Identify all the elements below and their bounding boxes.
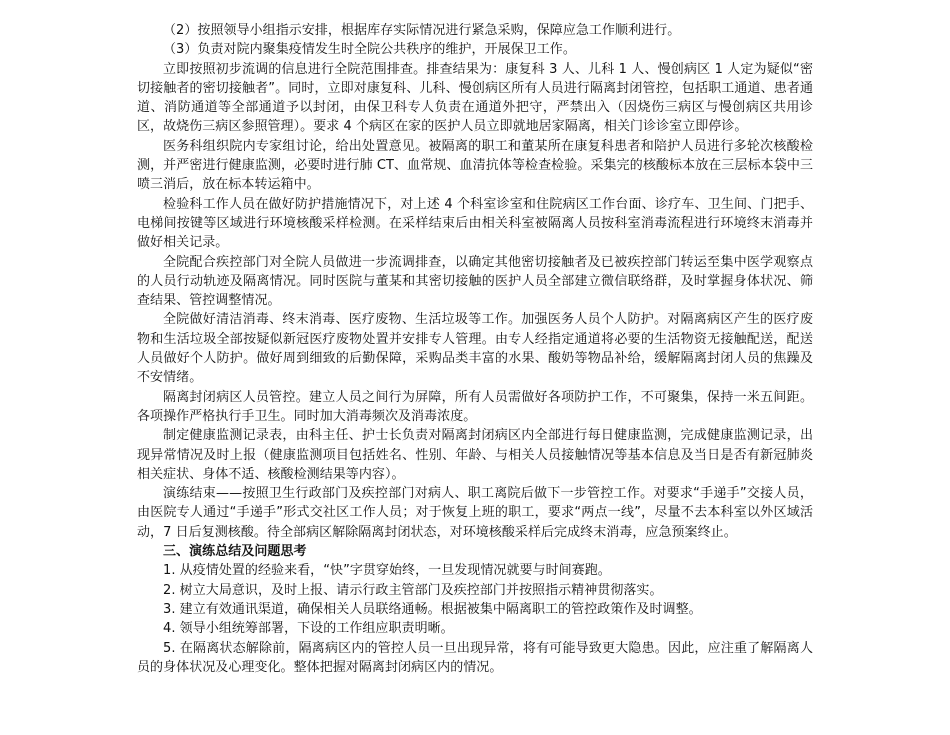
- document-body: [137, 21, 813, 677]
- section-heading-summary: 三、演练总结及问题思考: [163, 544, 307, 560]
- paragraph-drill-end: 演练结束——按照卫生行政部门及疾控部门对病人、职工离院后做下一步管控工作。对要求“手递手”交接人员，由医院专人通过“手递手”形式交社区工作人员；对于恢复上班的职工，要求“两点一线”，尽量不去本科室以外区域活动，7 日后复测核酸。待全部病区解除隔离封闭状态，对环境核酸采样后完成终末消毒，应急预案终止。: [137, 486, 813, 540]
- paragraph-isolation-control: 隔离封闭病区人员管控。建立人员之间行为屏障，所有人员需做好各项防护工作，不可聚集，保持一米五间距。各项操作严格执行手卫生。同时加大消毒频次及消毒浓度。: [137, 389, 813, 424]
- paragraph-public-order: （3）负责对院内聚集疫情发生时全院公共秩序的维护，开展保卫工作。: [163, 42, 576, 58]
- paragraph-expert-discussion: 医务科组织院内专家组讨论，给出处置意见。被隔离的职工和董某所在康复科患者和陪护人员进行多轮次核酸检测，并严密进行健康监测，必要时进行肺 CT、血常规、血清抗体等检查检验。采集完的核酸标本放在三层标本袋中三喷三消后，放在标本转运箱中。: [137, 138, 813, 193]
- summary-item-2: 2. 树立大局意识，及时上报、请示行政主管部门及疾控部门并按照指示精神贯彻落实。: [163, 582, 663, 598]
- summary-item-4: 4. 领导小组统筹部署，下设的工作组应职责明晰。: [163, 621, 454, 637]
- paragraph-health-monitoring: 制定健康监测记录表，由科主任、护士长负责对隔离封闭病区内全部进行每日健康监测，完成健康监测记录，出现异常情况及时上报（健康监测项目包括姓名、性别、年龄、与相关人员接触情况等基本信息及当日是否有新冠肺炎相关症状、身体不适、核酸检测结果等内容）。: [137, 428, 813, 482]
- paragraph-environment-sampling: 检验科工作人员在做好防护措施情况下，对上述 4 个科室诊室和住院病区工作台面、诊疗车、卫生间、门把手、电梯间按键等区域进行环境核酸采样检测。在采样结束后由相关科室被隔离人员按科室消毒流程进行环境终末消毒并做好相关记录。: [137, 196, 813, 251]
- paragraph-epidemiology: 全院配合疾控部门对全院人员做进一步流调排查，以确定其他密切接触者及已被疾控部门转运至集中医学观察点的人员行动轨迹及隔离情况。同时医院与董某和其密切接触的医护人员全部建立微信联络群，及时掌握身体状况、筛查结果、管控调整情况。: [137, 254, 813, 309]
- paragraph-screening: 立即按照初步流调的信息进行全院范围排查。排查结果为：康复科 3 人、儿科 1 人、慢创病区 1 人定为疑似“密切接触者的密切接触者”。同时，立即对康复科、儿科、慢创病区所有人员进行隔离封闭管控，包括职工通道、患者通道、消防通道等全部通道予以封闭，由保卫科专人负责在通道外把守，严禁出入（因烧伤三病区与慢创病区共用诊区，故烧伤三病区参照管理）。要求 4 个病区在家的医护人员立即就地居家隔离，相关门诊诊室立即停诊。: [137, 61, 813, 135]
- summary-item-3: 3. 建立有效通讯渠道，确保相关人员联络通畅。根据被集中隔离职工的管控政策作及时调整。: [163, 601, 702, 617]
- summary-item-5: 5. 在隔离状态解除前，隔离病区内的管控人员一旦出现异常，将有可能导致更大隐患。因此，应注重了解隔离人员的身体状况及心理变化。整体把握对隔离封闭病区内的情况。: [137, 640, 813, 675]
- summary-item-1: 1. 从疫情处置的经验来看，“快”字贯穿始终，一旦发现情况就要与时间赛跑。: [163, 563, 611, 579]
- paragraph-procurement: （2）按照领导小组指示安排，根据库存实际情况进行紧急采购，保障应急工作顺利进行。: [163, 23, 681, 38]
- paragraph-disinfection: 全院做好清洁消毒、终末消毒、医疗废物、生活垃圾等工作。加强医务人员个人防护。对隔离病区产生的医疗废物和生活垃圾全部按疑似新冠医疗废物处置并安排专人管理。由专人经指定通道将必要的生活物资无接触配送，配送人员做好个人防护。做好周到细致的后勤保障，采购品类丰富的水果、酸奶等物品补给，缓解隔离封闭人员的焦躁及不安情绪。: [137, 312, 813, 386]
